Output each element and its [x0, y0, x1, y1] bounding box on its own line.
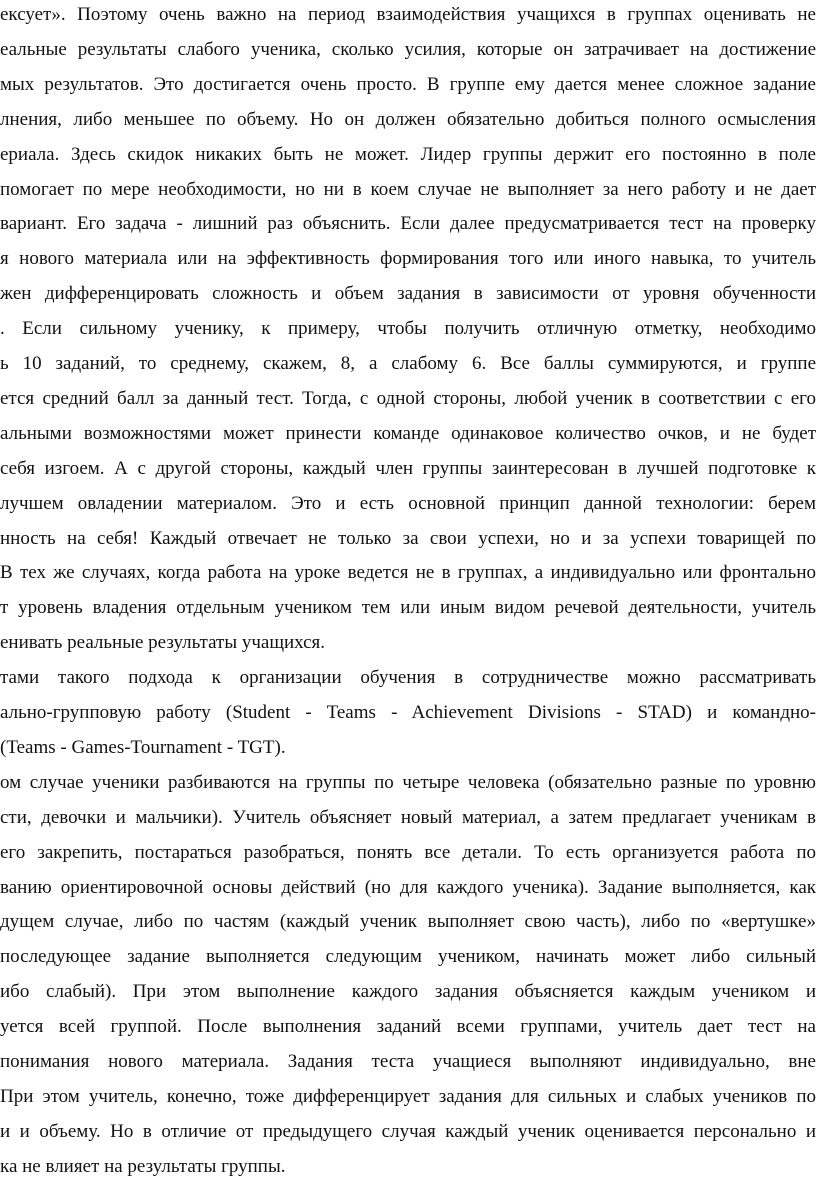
- text-line: ом случае ученики разбиваются на группы по четыре человека (обязательно разные по уровню: [0, 771, 816, 793]
- text-line: (Teams - Games-Tournament - TGT).: [0, 736, 286, 758]
- text-line: т уровень владения отдельным учеником тем или иным видом речевой деятельности, учитель: [0, 597, 816, 619]
- text-line: ванию ориентировочной основы действий (но для каждого ученика). Задание выполняется, как: [0, 876, 816, 898]
- text-line: жен дифференцировать сложность и объем задания в зависимости от уровня обученности: [0, 283, 816, 305]
- text-line: помогает по мере необходимости, но ни в коем случае не выполняет за него работу и не дает: [0, 178, 816, 200]
- text-line: понимания нового материала. Задания теста учащиеся выполняют индивидуально, вне: [0, 1051, 816, 1072]
- text-line: еальные результаты слабого ученика, сколько усилия, которые он затрачивает на достижение: [0, 38, 816, 60]
- text-line: При этом учитель, конечно, тоже дифференцирует задания для сильных и слабых учеников по: [0, 1085, 816, 1107]
- text-line: себя изгоем. А с другой стороны, каждый член группы заинтересован в лучшей подготовке к: [0, 457, 816, 479]
- text-line: енивать реальные результаты учащихся.: [0, 632, 325, 654]
- text-line: дущем случае, либо по частям (каждый ученик выполняет свою часть), либо по «вертушке»: [0, 911, 816, 933]
- text-line: ериала. Здесь скидок никаких быть не может. Лидер группы держит его постоянно в поле: [0, 143, 816, 165]
- text-line: сти, девочки и мальчики). Учитель объясняет новый материал, а затем предлагает ученикам в: [0, 806, 816, 828]
- text-line: лнения, либо меньшее по объему. Но он должен обязательно добиться полного осмысления: [0, 108, 816, 130]
- text-line: и и объему. Но в отличие от предыдущего случая каждый ученик оценивается персонально и: [0, 1120, 816, 1142]
- text-line: ь 10 заданий, то среднему, скажем, 8, а слабому 6. Все баллы суммируются, и группе: [0, 353, 816, 374]
- text-line: тами такого подхода к организации обучения в сотрудничестве можно рассматривать: [0, 667, 816, 689]
- text-line: его закрепить, постараться разобраться, понять все детали. То есть организуется работа по: [0, 841, 816, 863]
- text-line: ибо слабый). При этом выполнение каждого задания объясняется каждым учеником и: [0, 981, 816, 1003]
- text-line: нность на себя! Каждый отвечает не только за свои успехи, но и за успехи товарищей по: [0, 527, 816, 549]
- text-line: лучшем овладении материалом. Это и есть основной принцип данной технологии: берем: [0, 492, 816, 514]
- text-line: ально-групповую работу (Student - Teams - Achievement Divisions - STAD) и командно-: [0, 702, 816, 723]
- text-line: я нового материала или на эффективность формирования того или иного навыка, то учитель: [0, 248, 816, 270]
- text-line: ется средний балл за данный тест. Тогда, с одной стороны, любой ученик в соответствии с его: [0, 387, 816, 409]
- text-line: В тех же случаях, когда работа на уроке ведется не в группах, а индивидуально или фронтально: [0, 562, 816, 584]
- text-line: . Если сильному ученику, к примеру, чтобы получить отличную отметку, необходимо: [0, 318, 816, 340]
- text-line: уется всей группой. После выполнения заданий всеми группами, учитель дает тест на: [0, 1016, 816, 1038]
- text-line: альными возможностями может принести команде одинаковое количество очков, и не будет: [0, 422, 816, 444]
- text-line: ка не влияет на результаты группы.: [0, 1155, 286, 1177]
- text-line: последующее задание выполняется следующим учеником, начинать может либо сильный: [0, 946, 816, 968]
- text-line: ексует». Поэтому очень важно на период взаимодействия учащихся в группах оценивать не: [0, 4, 816, 25]
- text-line: мых результатов. Это достигается очень просто. В группе ему дается менее сложное задание: [0, 73, 816, 95]
- text-line: вариант. Его задача - лишний раз объяснить. Если далее предусматривается тест на проверку: [0, 213, 816, 235]
